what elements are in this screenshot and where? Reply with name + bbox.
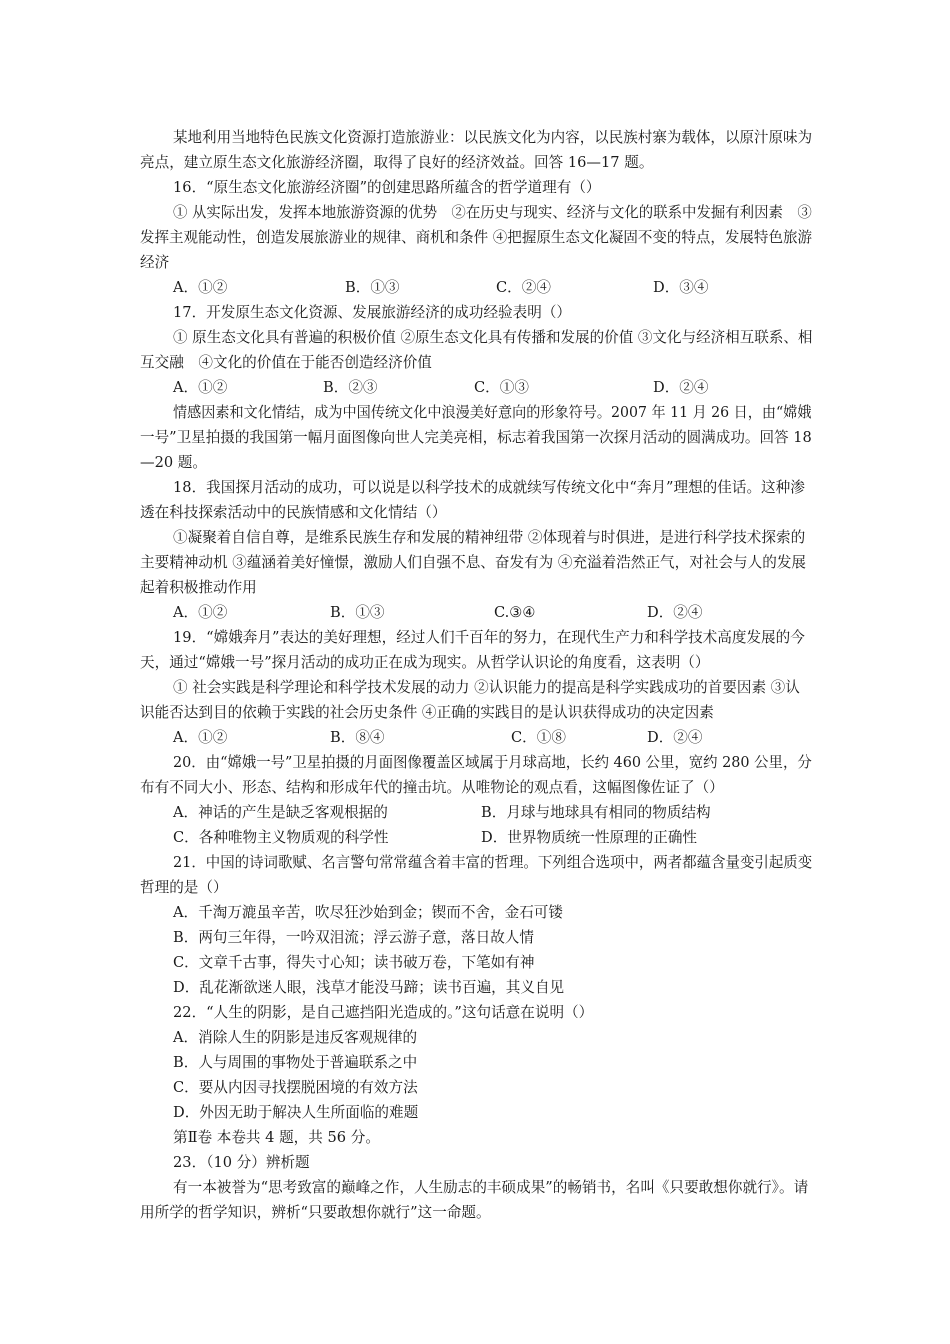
choice-b: B．⑧④: [330, 729, 385, 746]
question-stem-text: 透在科技探索活动中的民族情感和文化情结（）: [140, 504, 447, 521]
choice-a: A．千淘万漉虽辛苦，吹尽狂沙始到金；锲而不舍，金石可镂: [173, 904, 563, 921]
choice-c: C．文章千古事，得失寸心知；读书破万卷，下笔如有神: [173, 954, 535, 971]
choice-b: B．②③: [323, 379, 378, 396]
intro-2-text: —20 题。: [140, 454, 207, 471]
question-stem-text: 16．“原生态文化旅游经济圈”的创建思路所蕴含的哲学道理有（）: [173, 179, 601, 196]
choice-a: A．①②: [173, 379, 228, 396]
options-text: 识能否达到目的依赖于实践的社会历史条件 ④正确的实践目的是认识获得成功的决定因素: [140, 704, 714, 721]
options-text: ① 原生态文化具有普遍的积极价值 ②原生态文化具有传播和发展的价值 ③文化与经济相互联系、相: [173, 329, 813, 346]
choice-a: A．①②: [173, 604, 228, 621]
intro-1-text: 亮点，建立原生态文化旅游经济圈，取得了良好的经济效益。回答 16—17 题。: [140, 154, 654, 171]
question-stem-text: 17．开发原生态文化资源、发展旅游经济的成功经验表明（）: [173, 304, 572, 321]
choice-d: D．乱花渐欲迷人眼，浅草才能没马蹄；读书百遍，其义自见: [173, 979, 565, 996]
choice-c: C．①③: [474, 379, 529, 396]
intro-1-text: 某地利用当地特色民族文化资源打造旅游业：以民族文化为内容，以民族村寨为载体，以原汁原味为: [173, 129, 813, 146]
choice-a: A．①②: [173, 279, 228, 296]
question-body-text: 有一本被誉为“思考致富的巅峰之作，人生励志的丰硕成果”的畅销书，名叫《只要敢想你就行》。请: [173, 1179, 809, 1196]
choice-b: B．①③: [345, 279, 400, 296]
options-text: ①凝聚着自信自尊，是维系民族生存和发展的精神纽带 ②体现着与时俱进，是进行科学技术探索的: [173, 529, 806, 546]
choice-a: A．神话的产生是缺乏客观根据的: [173, 804, 388, 821]
choice-d: D．世界物质统一性原理的正确性: [481, 829, 698, 846]
choice-b: B．月球与地球具有相同的物质结构: [481, 804, 711, 821]
choice-d: D．③④: [653, 279, 709, 296]
question-stem-text: 22．“人生的阴影，是自己遮挡阳光造成的。”这句话意在说明（）: [173, 1004, 594, 1021]
intro-2-text: 情感因素和文化情结，成为中国传统文化中浪漫美好意向的形象符号。2007 年 11 月 26 日，由“嫦娥: [173, 404, 812, 421]
options-text: 主要精神动机 ③蕴涵着美好憧憬，激励人们自强不息、奋发有为 ④充溢着浩然正气，对社会与人的发展: [140, 554, 807, 571]
question-heading-text: 23．（10 分）辨析题: [173, 1154, 310, 1171]
options-text: ① 从实际出发，发挥本地旅游资源的优势 ②在历史与现实、经济与文化的联系中发掘有利因素 ③: [173, 204, 812, 221]
choice-a: A．①②: [173, 729, 228, 746]
question-stem-text: 布有不同大小、形态、结构和形成年代的撞击坑。从唯物论的观点看，这幅图像佐证了（）: [140, 779, 724, 796]
choice-b: B．两句三年得，一吟双泪流；浮云游子意，落日故人情: [173, 929, 534, 946]
question-stem-text: 20．由“嫦娥一号”卫星拍摄的月面图像覆盖区域属于月球高地，长约 460 公里，宽约 280 公里，分: [173, 754, 812, 771]
choice-a: A．消除人生的阴影是违反客观规律的: [173, 1029, 418, 1046]
question-stem-text: 19．“嫦娥奔月”表达的美好理想，经过人们千百年的努力，在现代生产力和科学技术高度发展的今: [173, 629, 805, 646]
options-text: ① 社会实践是科学理论和科学技术发展的动力 ②认识能力的提高是科学实践成功的首要因素 ③认: [173, 679, 800, 696]
section-heading-text: 第Ⅱ卷 本卷共 4 题，共 56 分。: [173, 1129, 380, 1146]
choice-d: D．②④: [647, 604, 703, 621]
question-stem-text: 哲理的是（）: [140, 879, 228, 896]
options-text: 互交融 ④文化的价值在于能否创造经济价值: [140, 354, 432, 371]
choice-c: C．各种唯物主义物质观的科学性: [173, 829, 389, 846]
question-stem-text: 21．中国的诗词歌赋、名言警句常常蕴含着丰富的哲理。下列组合选项中，两者都蕴含量变引起质变: [173, 854, 813, 871]
choice-c: C．要从内因寻找摆脱困境的有效方法: [173, 1079, 418, 1096]
options-text: 起着积极推动作用: [140, 579, 257, 596]
choice-c: C.③④: [494, 604, 536, 621]
question-stem-text: 18．我国探月活动的成功，可以说是以科学技术的成就续写传统文化中“奔月”理想的佳话。这种渗: [173, 479, 805, 496]
choice-c: C．①⑧: [511, 729, 566, 746]
intro-2-text: 一号”卫星拍摄的我国第一幅月面图像向世人完美亮相，标志着我国第一次探月活动的圆满成功。回答 18: [140, 429, 812, 446]
choice-d: D．②④: [653, 379, 709, 396]
options-text: 经济: [140, 254, 170, 271]
question-body-text: 用所学的哲学知识，辨析“只要敢想你就行”这一命题。: [140, 1204, 491, 1221]
choice-b: B．人与周围的事物处于普遍联系之中: [173, 1054, 418, 1071]
choice-b: B．①③: [330, 604, 385, 621]
choice-d: D．②④: [647, 729, 703, 746]
question-stem-text: 天，通过“嫦娥一号”探月活动的成功正在成为现实。从哲学认识论的角度看，这表明（）: [140, 654, 710, 671]
choice-d: D．外因无助于解决人生所面临的难题: [173, 1104, 419, 1121]
options-text: 发挥主观能动性，创造发展旅游业的规律、商机和条件 ④把握原生态文化凝固不变的特点，发展特色旅游: [140, 229, 812, 246]
choice-c: C．②④: [496, 279, 551, 296]
